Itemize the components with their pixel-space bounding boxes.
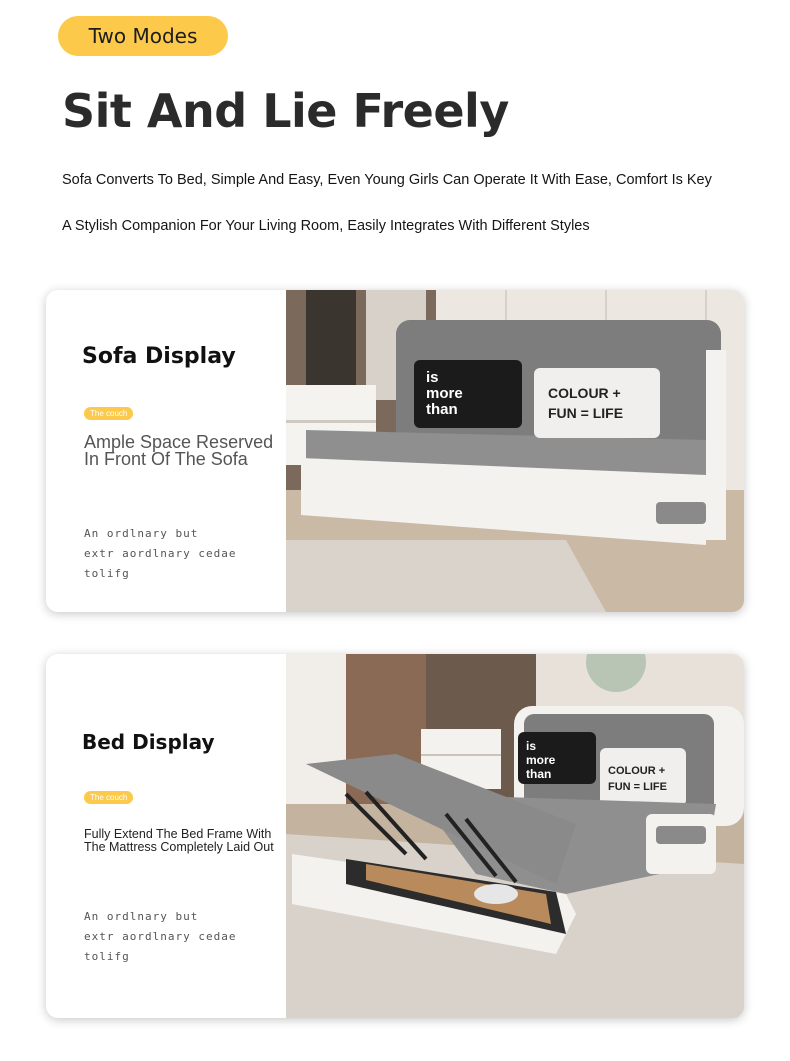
card-heading: Bed Display: [82, 730, 215, 754]
bed-display-card: [46, 654, 744, 1018]
card-description: Fully Extend The Bed Frame With The Mattress Completely Laid Out: [84, 827, 274, 854]
svg-text:FUN = LIFE: FUN = LIFE: [608, 781, 667, 793]
two-modes-badge: [58, 16, 228, 56]
svg-text:COLOUR +: COLOUR +: [548, 385, 621, 401]
sofa-card-text: [46, 290, 286, 612]
card-subtext-2: extr aordlnary cedae tolifg: [84, 930, 237, 963]
intro-line-2: A Stylish Companion For Your Living Room, Easily Integrates With Different Styles: [62, 218, 590, 234]
sofa-photo: [286, 290, 744, 612]
svg-text:than: than: [426, 401, 458, 418]
intro-line-1: Sofa Converts To Bed, Simple And Easy, Even Young Girls Can Operate It With Ease, Comfort Is Key: [62, 172, 712, 188]
card-description: Ample Space Reserved In Front Of The Sofa: [84, 432, 274, 469]
card-subtext-2: extr aordlnary cedae tolifg: [84, 547, 237, 580]
svg-text:FUN = LIFE: FUN = LIFE: [548, 405, 624, 421]
card-subtext-1: An ordlnary but: [84, 910, 199, 923]
page-title: Sit And Lie Freely: [62, 84, 509, 138]
svg-text:than: than: [526, 767, 552, 781]
tag-badge: The couch: [84, 407, 133, 420]
svg-text:COLOUR +: COLOUR +: [608, 765, 666, 777]
badge-label: Two Modes: [88, 24, 198, 48]
svg-text:more: more: [526, 753, 556, 767]
sofa-display-card: [46, 290, 744, 612]
svg-text:is: is: [426, 369, 439, 386]
card-subtext-1: An ordlnary but: [84, 527, 199, 540]
bed-card-text: [46, 654, 286, 1018]
tag-badge: The couch: [84, 791, 133, 804]
card-heading: Sofa Display: [82, 344, 236, 369]
bed-photo: [286, 654, 744, 1018]
svg-text:more: more: [426, 385, 463, 402]
svg-text:is: is: [526, 739, 537, 753]
